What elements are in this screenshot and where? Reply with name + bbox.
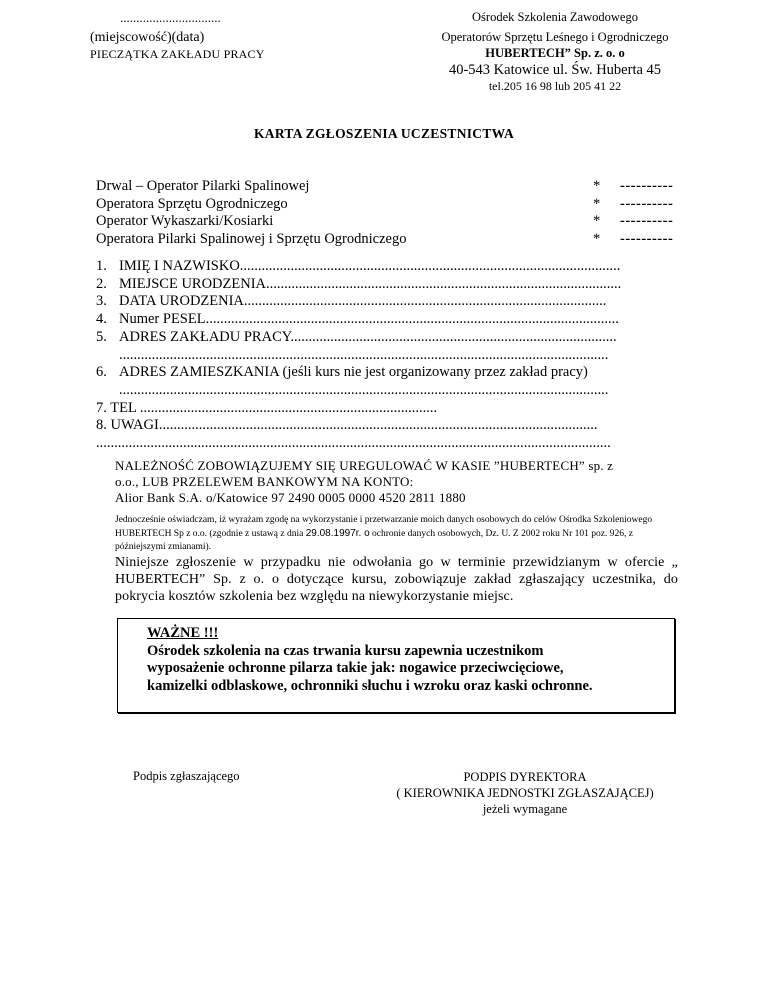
field-birthplace[interactable]	[96, 276, 686, 294]
important-line3: kamizelki odblaskowe, ochronniki słuchu i wzroku oraz kaski ochronne.	[147, 677, 593, 694]
applicant-signature-label: Podpis zgłaszającego	[133, 769, 240, 783]
field-number: 3.	[96, 293, 107, 310]
course-list	[96, 178, 676, 248]
consent-date: 29.08.1997r. o	[305, 528, 370, 539]
course-name: Operator Wykaszarki/Kosiarki	[96, 213, 274, 229]
page-title: KARTA ZGŁOSZENIA UCZESTNICTWA	[253, 126, 515, 141]
course-dash: ----------	[620, 230, 674, 247]
field-number: 5.	[96, 328, 107, 345]
field-workplace-address-cont[interactable]: .......................................................................................................................................	[119, 346, 609, 363]
consent-text-part2: ochronie danych osobowych, Dz. U. Z 2002 roku Nr 101 poz. 926, z późniejszymi zmianami).	[115, 529, 633, 552]
field-label: ADRES ZAKŁADU PRACY..........................................................................................	[119, 328, 617, 345]
course-dash: ----------	[620, 195, 674, 212]
field-label: MIEJSCE URODZENIA..................................................................................................	[119, 275, 622, 292]
director-signature-block	[385, 769, 665, 817]
field-birthdate[interactable]	[96, 293, 686, 311]
course-name: Operatora Pilarki Spalinowej i Sprzętu Ogrodniczego	[96, 230, 407, 247]
cancellation-declaration: Niniejsze zgłoszenie w przypadku nie odwołania go w terminie przewidzianym w ofercie „ HUBERTECH” Sp. z o. o dotyczące kursu, zobowiązuje zakład zgłaszający uczestnika, do pokrycia kosztów szkolenia bez względu na niewykorzystanie miejsc.	[115, 555, 678, 604]
field-label: ADRES ZAMIESZKANIA (jeśli kurs nie jest organizowany przez zakład pracy)	[119, 364, 588, 381]
company-stamp-label: PIECZĄTKA ZAKŁADU PRACY	[90, 47, 265, 61]
course-dash: ----------	[620, 213, 674, 229]
consent-text-part1: Jednocześnie oświadczam, iż wyrażam zgodę na wykorzystanie i przetwarzanie moich danych osobowych do celów Ośrodka Szkoleniowego HUBERTECH Sp z o.o. (zgodnie z ustawą z dnia	[115, 515, 653, 539]
form-fields	[96, 258, 686, 453]
data-consent	[115, 514, 675, 554]
course-star: *	[593, 230, 601, 247]
header-left	[90, 10, 310, 62]
field-label: DATA URODZENIA....................................................................................................	[119, 293, 607, 310]
important-line1: Ośrodek szkolenia na czas trwania kursu zapewnia uczestnikom	[147, 642, 544, 659]
field-label: Numer PESEL..................................................................................................................	[119, 311, 619, 328]
course-item[interactable]	[96, 196, 676, 214]
place-date-dots: ...............................	[120, 10, 221, 25]
director-signature-label: PODPIS DYREKTORA	[463, 770, 587, 784]
field-home-address-cont[interactable]: .......................................................................................................................................	[119, 381, 609, 398]
course-item[interactable]	[96, 178, 676, 196]
important-line2: wyposażenie ochronne pilarza takie jak: nogawice przeciwcięciowe,	[147, 660, 564, 677]
important-notice-box	[117, 618, 675, 713]
center-name-line2: Operatorów Sprzętu Leśnego i Ogrodniczego	[441, 30, 669, 44]
field-notes-cont[interactable]: ..............................................................................................................................................	[96, 435, 611, 452]
important-heading: WAŻNE !!!	[147, 625, 219, 641]
field-notes[interactable]: 8. UWAGI.........................................................................................................................	[96, 417, 598, 434]
payment-line2: o.o., LUB PRZELEWEM BANKOWYM NA KONTO:	[115, 474, 414, 489]
field-label: IMIĘ I NAZWISKO.........................................................................................................	[119, 258, 621, 274]
field-phone[interactable]: 7. TEL ..................................................................................	[96, 399, 438, 416]
field-pesel[interactable]	[96, 311, 686, 329]
course-name: Drwal – Operator Pilarki Spalinowej	[96, 178, 310, 194]
bank-account: Alior Bank S.A. o/Katowice 97 2490 0005 0000 4520 2811 1880	[115, 490, 466, 505]
company-phone: tel.205 16 98 lub 205 41 22	[488, 79, 622, 93]
center-name-line1: Ośrodek Szkolenia Zawodowego	[472, 10, 638, 24]
director-signature-note: jeżeli wymagane	[482, 802, 568, 816]
company-address: 40-543 Katowice ul. Św. Huberta 45	[448, 62, 662, 78]
field-number: 2.	[96, 275, 107, 292]
field-name[interactable]	[96, 258, 686, 276]
field-number: 6.	[96, 364, 107, 381]
course-item[interactable]	[96, 231, 676, 249]
course-name: Operatora Sprzętu Ogrodniczego	[96, 195, 288, 212]
course-dash: ----------	[620, 178, 674, 194]
field-number: 4.	[96, 311, 107, 328]
course-star: *	[593, 178, 601, 194]
course-star: *	[593, 213, 601, 229]
company-name: HUBERTECH” Sp. z. o. o	[485, 46, 625, 60]
field-number: 1.	[96, 258, 107, 274]
payment-info	[115, 458, 675, 506]
director-signature-sub: ( KIEROWNIKA JEDNOSTKI ZGŁASZAJĄCEJ)	[396, 786, 654, 800]
field-workplace-address[interactable]	[96, 329, 686, 347]
payment-line1: NALEŻNOŚĆ ZOBOWIĄZUJEMY SIĘ UREGULOWAĆ W KASIE ”HUBERTECH” sp. z	[115, 458, 614, 473]
course-star: *	[593, 195, 601, 212]
course-item[interactable]	[96, 213, 676, 231]
field-home-address[interactable]	[96, 364, 686, 382]
place-date-label: (miejscowość)(data)	[90, 30, 205, 45]
header-right	[400, 10, 710, 94]
